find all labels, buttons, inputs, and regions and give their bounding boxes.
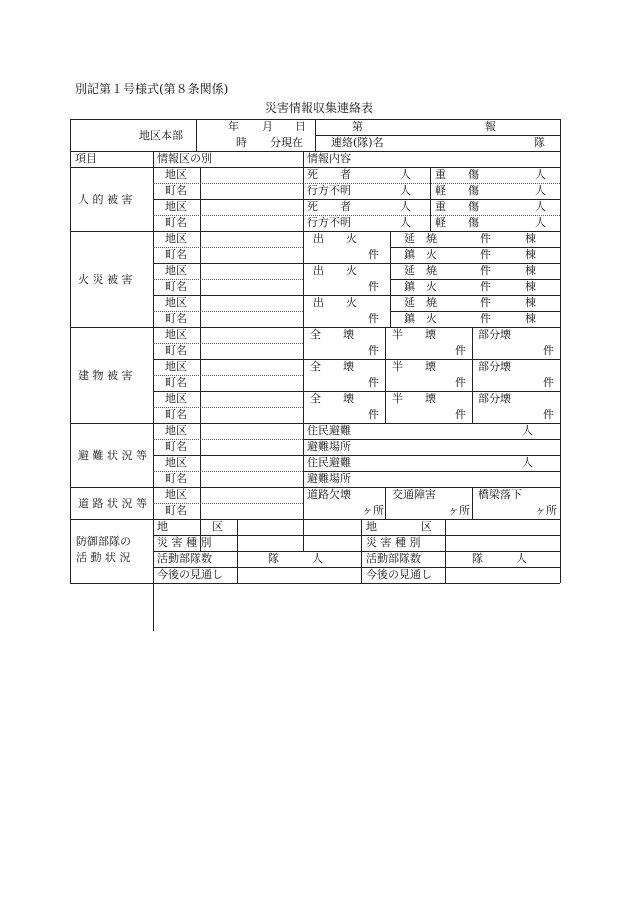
report-number-input[interactable] xyxy=(366,120,479,134)
partial-collapse-label: 部分壊 xyxy=(478,328,511,341)
section-evac-label: 避 難 状 況 等 xyxy=(78,449,147,462)
district-input[interactable] xyxy=(201,392,302,406)
unit-ken: 件 xyxy=(455,344,466,357)
town-label: 町名 xyxy=(165,344,187,357)
act-disaster-type-label-right: 災 害 種 別 xyxy=(366,536,421,549)
unit-tou: 棟 xyxy=(525,296,536,309)
half-collapse-label: 半 壊 xyxy=(392,360,436,373)
act-district-label-left: 地 区 xyxy=(157,520,223,533)
rule-line xyxy=(70,583,560,584)
severe-label: 重 傷 xyxy=(435,200,479,213)
col-content: 情報内容 xyxy=(307,152,351,165)
section-defense-label-1: 防御部隊の xyxy=(76,535,131,548)
town-input[interactable] xyxy=(201,344,302,358)
rule-line xyxy=(153,535,560,536)
district-label: 地区 xyxy=(165,232,187,245)
act-units-label-right: 活動部隊数 xyxy=(366,552,421,565)
unit-ken: 件 xyxy=(455,376,466,389)
dead-label: 死 者 xyxy=(307,200,351,213)
district-input[interactable] xyxy=(201,200,302,214)
town-label: 町名 xyxy=(165,248,187,261)
unit-nin: 人 xyxy=(400,168,411,181)
town-input[interactable] xyxy=(201,280,302,294)
unit-ken: 件 xyxy=(368,248,379,261)
unit-ken: 件 xyxy=(543,344,554,357)
resident-evac-label: 住民避難 xyxy=(307,424,351,437)
date-day: 日 xyxy=(295,120,306,133)
unit-ken: 件 xyxy=(368,376,379,389)
act-disaster-type-label-left: 災 害 種 別 xyxy=(157,536,212,549)
rule-line xyxy=(560,519,561,583)
fire-outbreak-label: 出 火 xyxy=(313,264,357,277)
section-defense-label-2: 活 動 状 況 xyxy=(76,551,131,564)
rule-line xyxy=(237,519,238,583)
town-input[interactable] xyxy=(201,184,302,198)
rule-line xyxy=(472,359,473,391)
town-input[interactable] xyxy=(201,376,302,390)
district-label: 地区 xyxy=(165,488,187,501)
act-outlook-label-left: 今後の見通し xyxy=(157,568,223,581)
act-district-label-right: 地 区 xyxy=(366,520,432,533)
time-current: 分現在 xyxy=(270,136,303,149)
rule-line xyxy=(196,119,197,151)
unit-tou: 棟 xyxy=(525,264,536,277)
district-input[interactable] xyxy=(201,168,302,182)
town-label: 町名 xyxy=(165,280,187,293)
col-district-type: 情報区の別 xyxy=(157,152,212,165)
act-units-value-left: 隊 人 xyxy=(268,552,323,565)
district-label: 地区 xyxy=(165,456,187,469)
section-fire-label: 火 災 被 害 xyxy=(78,273,133,286)
fire-outbreak-label: 出 火 xyxy=(313,232,357,245)
rule-line xyxy=(70,119,71,583)
unit-kasho: ヶ所 xyxy=(448,504,470,517)
act-units-value-right: 隊 人 xyxy=(472,552,527,565)
unit-tou: 棟 xyxy=(525,312,536,325)
unit-nin: 人 xyxy=(400,216,411,229)
half-collapse-label: 半 壊 xyxy=(392,392,436,405)
unit-kasho: ヶ所 xyxy=(535,504,557,517)
rule-line xyxy=(472,391,473,423)
unit-ken: 件 xyxy=(480,280,491,293)
rule-line xyxy=(385,391,386,423)
unit-nin: 人 xyxy=(522,424,533,437)
contact-name-label: 連絡(隊)名 xyxy=(331,136,384,149)
district-hq-label: 地区本部 xyxy=(139,129,183,142)
town-input[interactable] xyxy=(201,248,302,262)
total-collapse-label: 全 壊 xyxy=(310,328,354,341)
town-input[interactable] xyxy=(201,472,302,486)
contact-name-input[interactable] xyxy=(401,136,529,150)
town-label: 町名 xyxy=(165,504,187,517)
unit-ken: 件 xyxy=(368,312,379,325)
rule-line xyxy=(70,519,71,583)
minor-label: 軽 傷 xyxy=(435,216,479,229)
unit-ken: 件 xyxy=(480,248,491,261)
town-input[interactable] xyxy=(201,408,302,422)
town-label: 町名 xyxy=(165,312,187,325)
section-building-label: 建 物 被 害 xyxy=(78,369,133,382)
col-item: 項目 xyxy=(75,152,97,165)
traffic-obstruction-label: 交通障害 xyxy=(392,488,436,501)
unit-tou: 棟 xyxy=(525,280,536,293)
rule-line xyxy=(70,519,560,520)
rule-line xyxy=(472,487,473,519)
date-month: 月 xyxy=(262,120,273,133)
unit-nin: 人 xyxy=(535,184,546,197)
town-input[interactable] xyxy=(201,504,302,518)
unit-ken: 件 xyxy=(480,264,491,277)
report-hou: 報 xyxy=(485,120,496,133)
spread-label: 延 焼 xyxy=(404,296,437,309)
district-label: 地区 xyxy=(165,360,187,373)
unit-tou: 棟 xyxy=(525,232,536,245)
form-title: 災害情報収集連絡表 xyxy=(265,101,374,115)
unit-nin: 人 xyxy=(535,216,546,229)
partial-collapse-label: 部分壊 xyxy=(478,392,511,405)
act-outlook-label-right: 今後の見通し xyxy=(366,568,432,581)
unit-ken: 件 xyxy=(543,376,554,389)
rule-line xyxy=(153,199,560,200)
partial-collapse-label: 部分壊 xyxy=(478,360,511,373)
unit-ken: 件 xyxy=(480,232,491,245)
unit-ken: 件 xyxy=(368,344,379,357)
town-label: 町名 xyxy=(165,184,187,197)
rule-line xyxy=(472,327,473,359)
district-label: 地区 xyxy=(165,168,187,181)
half-collapse-label: 半 壊 xyxy=(392,328,436,341)
contact-tai: 隊 xyxy=(534,136,545,149)
rule-line xyxy=(385,487,386,519)
dead-label: 死 者 xyxy=(307,168,351,181)
town-label: 町名 xyxy=(165,408,187,421)
unit-ken: 件 xyxy=(368,408,379,421)
evac-site-label: 避難場所 xyxy=(307,440,351,453)
district-input[interactable] xyxy=(201,488,302,502)
rule-line xyxy=(445,519,446,583)
rule-line xyxy=(430,167,431,199)
missing-label: 行方不明 xyxy=(307,216,351,229)
rule-line xyxy=(153,519,154,583)
minor-label: 軽 傷 xyxy=(435,184,479,197)
rule-line xyxy=(385,327,386,359)
district-input[interactable] xyxy=(201,424,302,438)
extinguished-label: 鎮 火 xyxy=(404,248,437,261)
time-hour: 時 xyxy=(236,136,247,149)
unit-ken: 件 xyxy=(455,408,466,421)
unit-ken: 件 xyxy=(368,280,379,293)
form-id: 別記第１号様式(第８条関係) xyxy=(75,82,229,96)
unit-nin: 人 xyxy=(400,200,411,213)
rule-line xyxy=(153,455,560,456)
unit-tou: 棟 xyxy=(525,248,536,261)
severe-label: 重 傷 xyxy=(435,168,479,181)
section-human-label: 人 的 被 害 xyxy=(78,193,133,206)
unit-nin: 人 xyxy=(522,456,533,469)
town-input[interactable] xyxy=(201,312,302,326)
town-input[interactable] xyxy=(201,216,302,230)
rule-line xyxy=(153,151,154,551)
extinguished-label: 鎮 火 xyxy=(404,280,437,293)
unit-nin: 人 xyxy=(400,184,411,197)
district-label: 地区 xyxy=(165,200,187,213)
district-label: 地区 xyxy=(165,392,187,405)
unit-ken: 件 xyxy=(480,312,491,325)
bridge-fall-label: 橋梁落下 xyxy=(478,488,522,501)
rule-line xyxy=(361,519,362,583)
district-input[interactable] xyxy=(201,232,302,246)
unit-nin: 人 xyxy=(535,200,546,213)
rule-line xyxy=(303,151,304,551)
spread-label: 延 焼 xyxy=(404,232,437,245)
section-road-label: 道 路 状 況 等 xyxy=(78,497,147,510)
unit-ken: 件 xyxy=(480,296,491,309)
district-input[interactable] xyxy=(201,264,302,278)
rule-line xyxy=(430,199,431,231)
evac-site-label: 避難場所 xyxy=(307,472,351,485)
district-input[interactable] xyxy=(201,328,302,342)
total-collapse-label: 全 壊 xyxy=(310,392,354,405)
resident-evac-label: 住民避難 xyxy=(307,456,351,469)
town-label: 町名 xyxy=(165,440,187,453)
road-collapse-label: 道路欠壊 xyxy=(307,488,351,501)
district-input[interactable] xyxy=(201,360,302,374)
missing-label: 行方不明 xyxy=(307,184,351,197)
town-label: 町名 xyxy=(165,472,187,485)
rule-line xyxy=(385,359,386,391)
unit-ken: 件 xyxy=(543,408,554,421)
report-dai: 第 xyxy=(352,120,363,133)
rule-line xyxy=(315,119,316,151)
town-label: 町名 xyxy=(165,216,187,229)
town-label: 町名 xyxy=(165,376,187,389)
fire-outbreak-label: 出 火 xyxy=(313,296,357,309)
district-input[interactable] xyxy=(201,296,302,310)
unit-nin: 人 xyxy=(535,168,546,181)
town-input[interactable] xyxy=(201,440,302,454)
date-year: 年 xyxy=(228,120,239,133)
total-collapse-label: 全 壊 xyxy=(310,360,354,373)
extinguished-label: 鎮 火 xyxy=(404,312,437,325)
spread-label: 延 焼 xyxy=(404,264,437,277)
district-label: 地区 xyxy=(165,296,187,309)
act-units-label-left: 活動部隊数 xyxy=(157,552,212,565)
district-label: 地区 xyxy=(165,424,187,437)
unit-kasho: ヶ所 xyxy=(362,504,384,517)
district-input[interactable] xyxy=(201,456,302,470)
rule-line xyxy=(560,119,561,583)
district-label: 地区 xyxy=(165,328,187,341)
district-label: 地区 xyxy=(165,264,187,277)
